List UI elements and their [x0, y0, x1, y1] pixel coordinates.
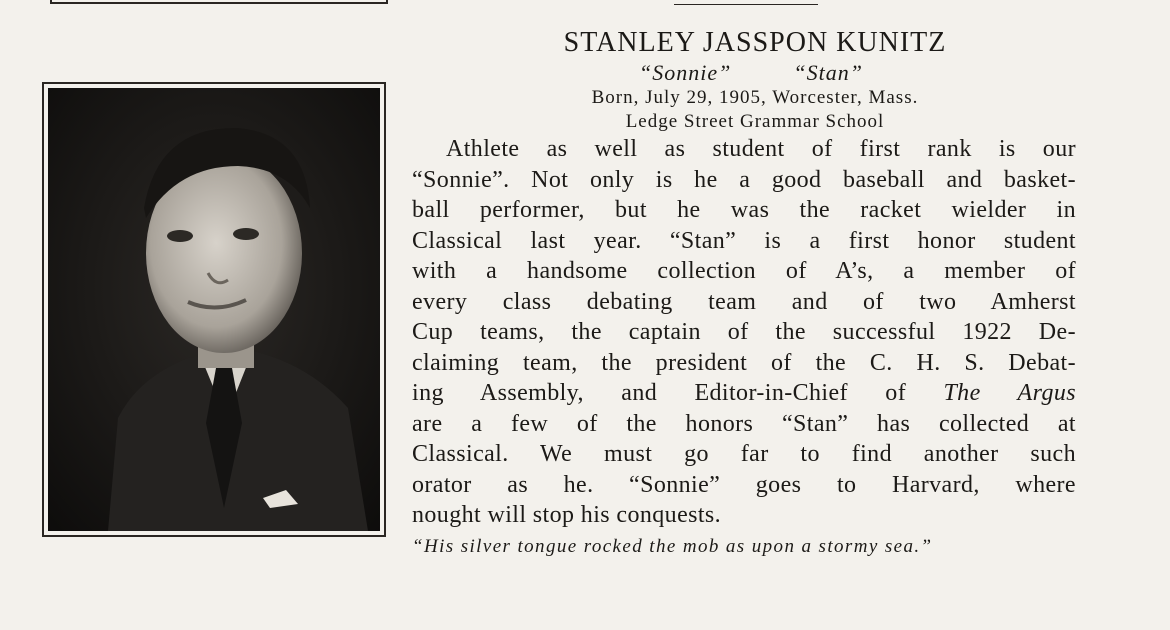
nickname-2: “Stan” [793, 60, 863, 85]
bio-line-text: ing Assembly, and Editor-in-Chief of [412, 380, 907, 406]
nickname-1: “Sonnie” [639, 60, 732, 85]
birth-info: Born, July 29, 1905, Worcester, Mass. [591, 87, 919, 108]
nicknames [426, 60, 1076, 86]
bio-line: are a few of the honors “Stan” has collected at [412, 410, 1076, 437]
student-name: STANLEY JASSPON KUNITZ [563, 27, 947, 58]
bio-line: “Sonnie”. Not only is he a good baseball and basket- [412, 166, 1076, 193]
section-rule [674, 4, 818, 5]
portrait-photo-frame [42, 82, 386, 537]
bio-line: with a handsome collection of A’s, a member of [412, 258, 1076, 284]
bio-line: Classical. We must go far to find another such [412, 441, 1076, 467]
bio-line: orator as he. “Sonnie” goes to Harvard, where [412, 471, 1076, 498]
previous-entry-frame [50, 0, 388, 4]
biography-text [412, 134, 1076, 531]
publication-title: The Argus [943, 380, 1076, 406]
bio-line-with-title [412, 378, 1076, 409]
bio-line: every class debating team and of two Amherst [412, 288, 1076, 315]
bio-line: Cup teams, the captain of the successful 1922 De- [412, 319, 1076, 345]
quote: “His silver tongue rocked the mob as upon a stormy sea.” [412, 535, 933, 557]
prior-school: Ledge Street Grammar School [625, 111, 885, 132]
biography-entry [412, 26, 1076, 559]
bio-line: nought will stop his conquests. [412, 502, 722, 528]
bio-line: claiming team, the president of the C. H. S. Debat- [412, 349, 1076, 376]
bio-line: ball performer, but he was the racket wielder in [412, 197, 1076, 223]
bio-line: Classical last year. “Stan” is a first honor student [412, 227, 1076, 254]
portrait-photo [48, 88, 380, 531]
bio-line: Athlete as well as student of first rank is our [446, 136, 1076, 162]
